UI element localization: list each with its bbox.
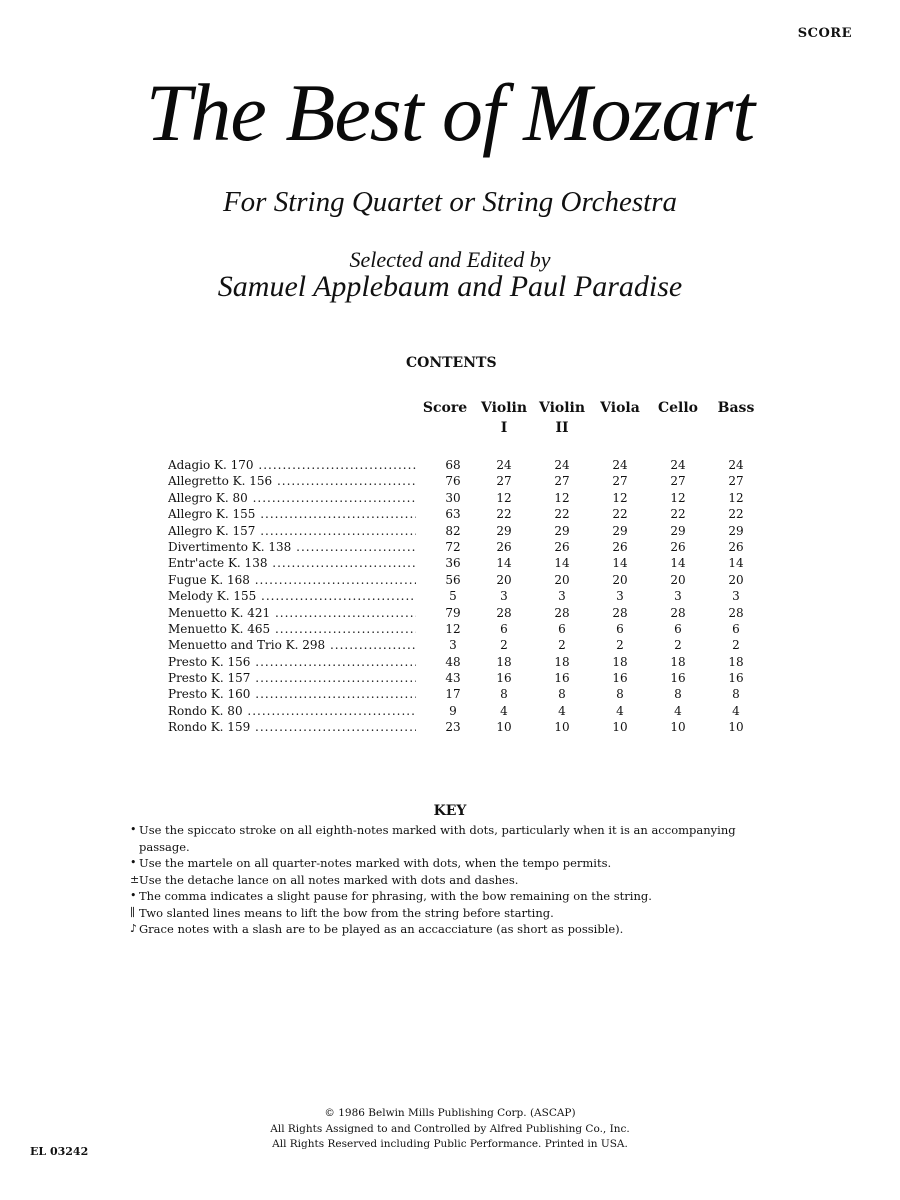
score-page: 82 [445,523,461,538]
viola-page: 27 [612,474,628,489]
column-header-viola: Viola [600,400,640,416]
catalog-number: EL 03242 [30,1145,89,1158]
bass-page: 10 [728,720,744,735]
viola-page: 8 [616,687,624,702]
violin2-page: 22 [554,507,570,522]
cello-page: 12 [670,490,686,505]
bass-page: 6 [732,621,740,636]
cello-page: 14 [670,556,686,571]
violin1-page: 28 [496,605,512,620]
table-row [168,490,788,506]
piece-title: Entr'acte K. 138 ..... [168,555,416,571]
piece-title: Allegretto K. 156 ..... [168,473,416,489]
score-page: 48 [445,654,461,669]
score-page: 79 [445,605,461,620]
column-header-violin-1: Violin I [480,400,528,436]
score-page: 68 [445,458,461,472]
table-row [168,637,788,653]
viola-page: 6 [616,621,624,636]
table-row [168,523,788,539]
key-item [130,855,780,872]
cello-page: 16 [670,671,686,686]
copyright-notice [0,1106,900,1153]
violin1-page: 24 [496,458,512,472]
cello-page: 26 [670,539,686,554]
violin2-page: 27 [554,474,570,489]
violin1-page: 16 [496,671,512,686]
key-heading: KEY [433,803,467,819]
violin1-page: 22 [496,507,512,522]
key-item [130,822,780,855]
piece-title: Melody K. 155 ..... [168,588,416,604]
score-page: 17 [445,687,461,702]
bass-page: 2 [732,638,740,653]
copyright-line: © 1986 Belwin Mills Publishing Corp. (ASCAP) [324,1107,576,1119]
viola-page: 28 [612,605,628,620]
table-row [168,539,788,555]
score-page: 36 [445,556,461,571]
viola-page: 3 [616,589,624,604]
column-header-score: Score [422,400,468,416]
table-row [168,654,788,670]
violin1-page: 12 [496,490,512,505]
violin2-page: 26 [554,539,570,554]
violin1-page: 29 [496,523,512,538]
violin1-page: 4 [500,703,508,718]
piece-title: Presto K. 156 ..... [168,654,416,670]
piece-title: Allegro K. 155 ..... [168,506,416,522]
violin1-page: 27 [496,474,512,489]
violin1-page: 18 [496,654,512,669]
bass-page: 29 [728,523,744,538]
cello-page: 18 [670,654,686,669]
key-text: Grace notes with a slash are to be played as an accacciature (as short as possible). [139,922,624,936]
table-row [168,605,788,621]
score-page: 56 [445,572,461,587]
violin2-page: 20 [554,572,570,587]
table-row [168,572,788,588]
viola-page: 12 [612,490,628,505]
piece-title: Menuetto and Trio K. 298 ..... [168,637,416,653]
piece-title: Rondo K. 159 ..... [168,719,416,735]
piece-title: Allegro K. 80 ..... [168,490,416,506]
viola-page: 4 [616,703,624,718]
score-page: 63 [445,507,461,522]
violin2-page: 3 [558,589,566,604]
bass-page: 16 [728,671,744,686]
key-text: Use the martele on all quarter-notes marked with dots, when the tempo permits. [139,856,612,870]
viola-page: 18 [612,654,628,669]
violin2-page: 14 [554,556,570,571]
piece-title: Fugue K. 168 ..... [168,572,416,588]
table-row [168,670,788,686]
key-item [130,921,780,938]
cello-page: 29 [670,523,686,538]
cello-page: 24 [670,458,686,472]
table-row [168,588,788,604]
bullet-icon: • [130,856,137,869]
cello-page: 20 [670,572,686,587]
score-page: 9 [449,703,457,718]
bass-page: 26 [728,539,744,554]
column-header-violin-2: Violin II [538,400,586,436]
edited-by-line: Selected and Edited by [349,247,551,272]
cello-page: 28 [670,605,686,620]
bass-page: 8 [732,687,740,702]
table-row [168,686,788,702]
cello-page: 27 [670,474,686,489]
bass-page: 28 [728,605,744,620]
violin2-page: 10 [554,720,570,735]
viola-page: 14 [612,556,628,571]
copyright-line: All Rights Reserved including Public Performance. Printed in USA. [272,1138,628,1150]
violin2-page: 12 [554,490,570,505]
piece-title: Divertimento K. 138 ..... [168,539,416,555]
contents-heading: CONTENTS [406,355,497,371]
score-page: 76 [445,474,461,489]
bass-page: 18 [728,654,744,669]
table-row [168,555,788,571]
bullet-icon: • [130,889,137,902]
bass-page: 3 [732,589,740,604]
violin2-page: 24 [554,458,570,472]
viola-page: 20 [612,572,628,587]
key-item [130,905,780,922]
cello-page: 4 [674,703,682,718]
cello-page: 2 [674,638,682,653]
viola-page: 22 [612,507,628,522]
cello-page: 6 [674,621,682,636]
viola-page: 24 [612,458,628,472]
viola-page: 26 [612,539,628,554]
subtitle: For String Quartet or String Orchestra [222,186,678,218]
score-page: 5 [449,589,457,604]
score-page: 23 [445,720,461,735]
violin1-page: 6 [500,621,508,636]
contents-table [168,457,788,736]
violin1-page: 3 [500,589,508,604]
violin1-page: 20 [496,572,512,587]
bass-page: 12 [728,490,744,505]
table-row [168,621,788,637]
violin2-page: 29 [554,523,570,538]
score-page: 12 [445,621,461,636]
score-page: 72 [445,539,461,554]
score-page: 3 [449,638,457,653]
violin2-page: 16 [554,671,570,686]
column-header-bass: Bass [717,400,755,416]
violin2-page: 6 [558,621,566,636]
piece-title: Menuetto K. 465 ..... [168,621,416,637]
copyright-line: All Rights Assigned to and Controlled by Alfred Publishing Co., Inc. [270,1122,630,1135]
violin1-page: 26 [496,539,512,554]
bullet-icon: ± [130,872,140,886]
key-text: Two slanted lines means to lift the bow from the string before starting. [139,905,554,920]
score-page: 30 [445,490,461,505]
bass-page: 14 [728,556,744,571]
cello-page: 8 [674,687,682,702]
violin1-page: 10 [496,720,512,735]
bass-page: 22 [728,507,744,522]
violin1-page: 8 [500,687,508,702]
bass-page: 20 [728,572,744,587]
piece-title: Presto K. 157 ..... [168,670,416,686]
violin1-page: 14 [496,556,512,571]
bullet-icon: • [130,823,137,836]
bass-page: 4 [732,703,740,718]
violin2-page: 28 [554,605,570,620]
table-row [168,719,788,735]
violin1-page: 2 [500,638,508,653]
table-row [168,473,788,489]
editors-names: Samuel Applebaum and Paul Paradise [217,270,683,303]
bullet-icon: ∥ [130,905,136,919]
violin2-page: 4 [558,703,566,718]
key-text: Use the detache lance on all notes marked with dots and dashes. [139,872,519,887]
viola-page: 29 [612,523,628,538]
key-text: The comma indicates a slight pause for phrasing, with the bow remaining on the string. [139,889,652,903]
viola-page: 16 [612,671,628,686]
table-row [168,703,788,719]
page-title: The Best of Mozart [145,67,755,158]
table-row [168,457,788,473]
piece-title: Adagio K. 170 ..... [168,457,416,473]
table-row [168,506,788,522]
violin2-page: 18 [554,654,570,669]
score-page: 43 [445,671,461,686]
cello-page: 10 [670,720,686,735]
score-label: SCORE [797,26,852,41]
column-header-cello: Cello [657,400,699,416]
key-item [130,872,780,889]
viola-page: 10 [612,720,628,735]
bullet-icon: ♪ [130,922,138,935]
violin2-page: 2 [558,638,566,653]
bass-page: 27 [728,474,744,489]
key-item [130,888,780,905]
piece-title: Rondo K. 80 ..... [168,703,416,719]
piece-title: Presto K. 160 ..... [168,686,416,702]
cello-page: 3 [674,589,682,604]
bass-page: 24 [728,458,744,472]
piece-title: Allegro K. 157 ..... [168,523,416,539]
key-text: Use the spiccato stroke on all eighth-notes marked with dots, particularly when it is an accompanying passage. [139,823,736,854]
key-list [130,822,780,938]
piece-title: Menuetto K. 421 ..... [168,605,416,621]
violin2-page: 8 [558,687,566,702]
viola-page: 2 [616,638,624,653]
cello-page: 22 [670,507,686,522]
